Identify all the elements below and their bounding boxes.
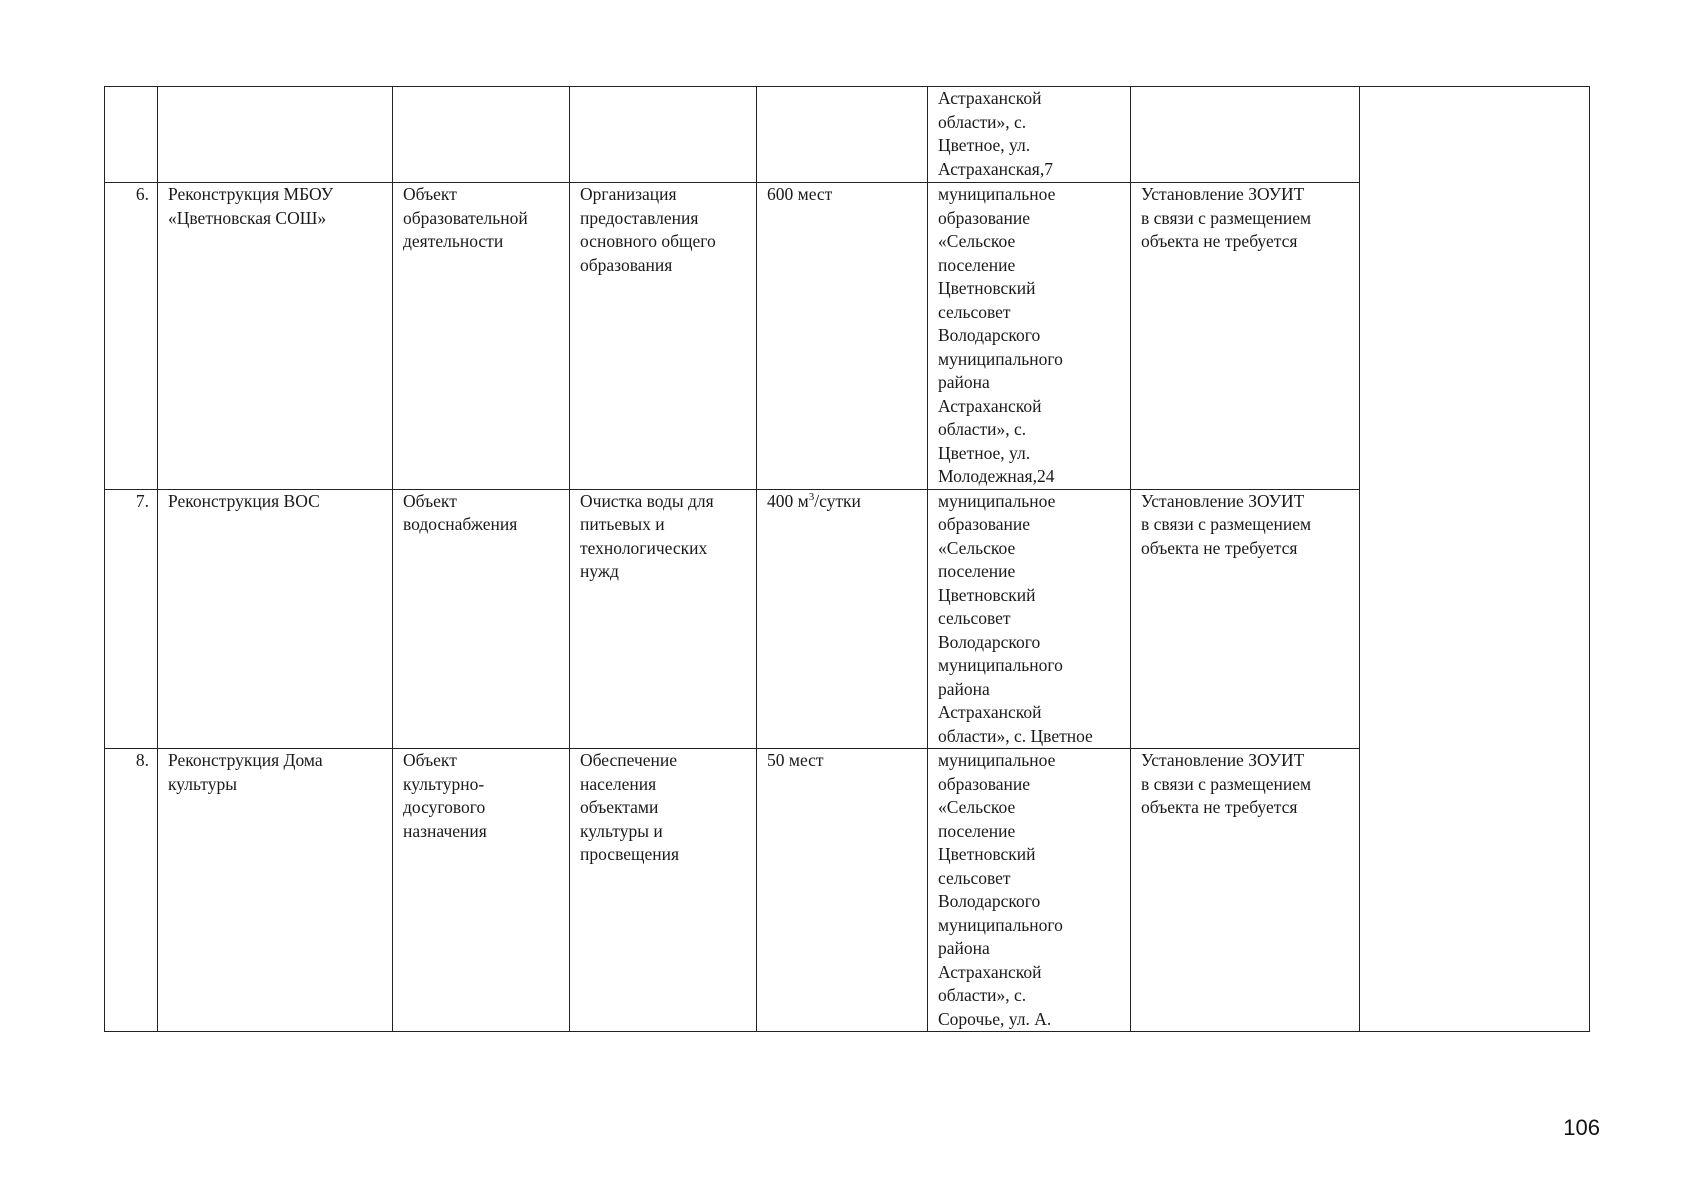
object-name-cell	[158, 87, 393, 183]
extra-cell	[1360, 183, 1590, 490]
capacity-cell	[757, 489, 928, 749]
capacity-cell: 50 мест	[757, 749, 928, 1032]
capacity-cell	[757, 87, 928, 183]
object-type-cell: Объект культурно- досугового назначения	[393, 749, 570, 1032]
extra-cell	[1360, 489, 1590, 749]
table-row	[105, 183, 1590, 490]
table-row	[105, 749, 1590, 1032]
table-row	[105, 87, 1590, 183]
object-name-cell: Реконструкция Дома культуры	[158, 749, 393, 1032]
object-purpose-cell: Очистка воды для питьевых и технологических нужд	[570, 489, 757, 749]
object-purpose-cell: Организация предоставления основного общего образования	[570, 183, 757, 490]
table-row	[105, 489, 1590, 749]
object-type-cell: Объект водоснабжения	[393, 489, 570, 749]
capacity-cell: 600 мест	[757, 183, 928, 490]
row-number-cell: 7.	[105, 489, 158, 749]
object-purpose-cell	[570, 87, 757, 183]
object-name-cell: Реконструкция МБОУ «Цветновская СОШ»	[158, 183, 393, 490]
zone-cell: Установление ЗОУИТ в связи с размещением объекта не требуется	[1131, 749, 1360, 1032]
row-number-cell: 6.	[105, 183, 158, 490]
location-cell: Астраханской области», с. Цветное, ул. Астраханская,7	[928, 87, 1131, 183]
object-purpose-cell: Обеспечение населения объектами культуры и просвещения	[570, 749, 757, 1032]
object-type-cell	[393, 87, 570, 183]
object-name-cell: Реконструкция ВОС	[158, 489, 393, 749]
row-number-cell: 8.	[105, 749, 158, 1032]
location-cell: муниципальное образование «Сельское поселение Цветновский сельсовет Володарского муниципального района Астраханской области», с. Сорочье, ул. А.	[928, 749, 1131, 1032]
zone-cell: Установление ЗОУИТ в связи с размещением объекта не требуется	[1131, 489, 1360, 749]
capacity-superscript: 3	[808, 490, 815, 503]
location-cell: муниципальное образование «Сельское поселение Цветновский сельсовет Володарского муниципального района Астраханской области», с. Цветное, ул. Молодежная,24	[928, 183, 1131, 490]
extra-cell	[1360, 87, 1590, 183]
object-type-cell: Объект образовательной деятельности	[393, 183, 570, 490]
zone-cell: Установление ЗОУИТ в связи с размещением объекта не требуется	[1131, 183, 1360, 490]
capacity-value: 400 м	[767, 490, 809, 511]
planned-objects-table	[104, 86, 1590, 1032]
capacity-unit: /сутки	[814, 490, 861, 511]
zone-cell	[1131, 87, 1360, 183]
extra-cell	[1360, 749, 1590, 1032]
row-number-cell	[105, 87, 158, 183]
location-cell: муниципальное образование «Сельское поселение Цветновский сельсовет Володарского муниципального района Астраханской области», с. Цветное	[928, 489, 1131, 749]
page-number: 106	[1563, 1115, 1600, 1140]
